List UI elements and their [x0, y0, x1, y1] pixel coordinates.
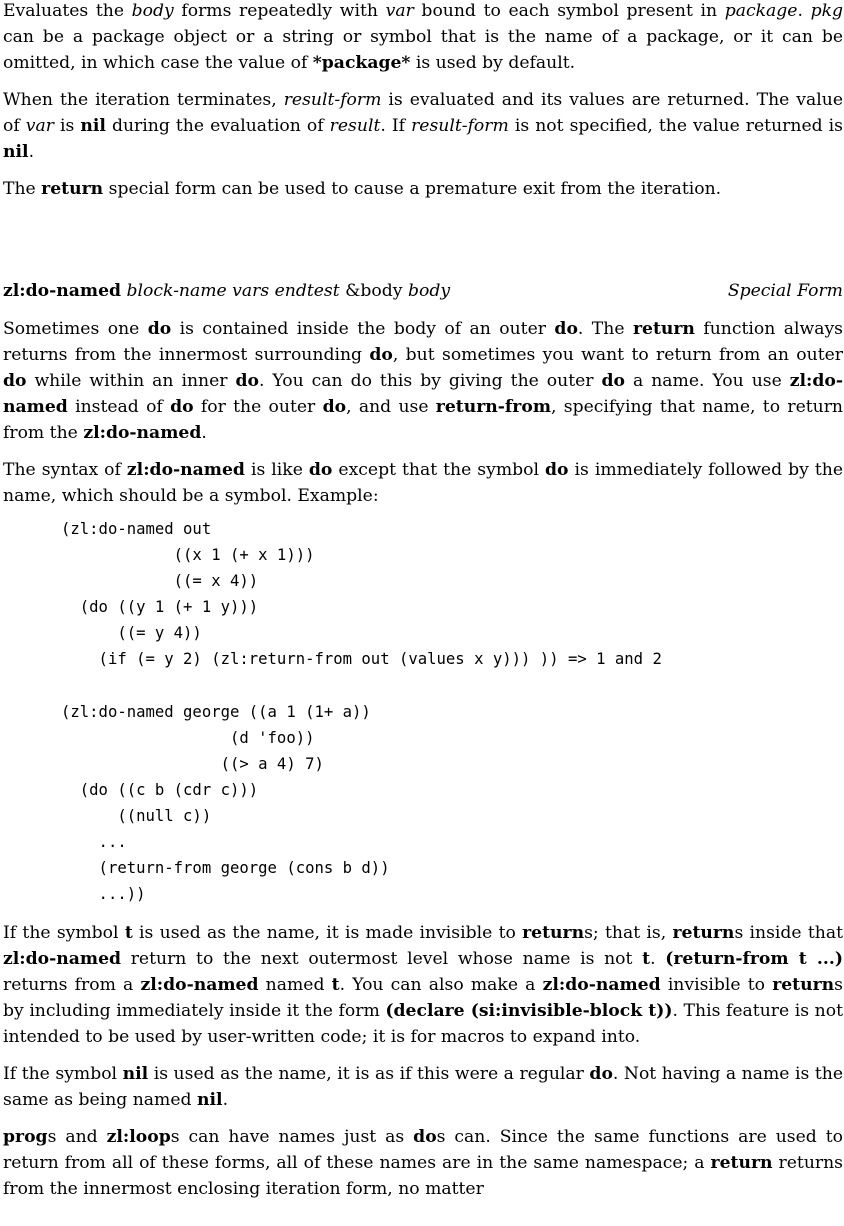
definition-kind: Special Form	[727, 281, 843, 301]
italic-term: package	[724, 1, 798, 21]
text-run: . If	[380, 116, 412, 136]
bold-term: do	[322, 397, 347, 417]
text-run: If the symbol	[3, 1064, 123, 1084]
text-run: is evaluated and its values are returned. The value of	[3, 90, 844, 136]
code-example: (zl:do-named out ((x 1 (+ x 1))) ((= x 4)) (do ((y 1 (+ 1 y))) ((= y 4)) (if (= y 2) (zl:return-from out (values x y))) )) => 1 and 2 (zl:do-named george ((a 1 (1+ a)) (d 'foo)) ((> a 4) 7) (do ((c b (cdr c))) ((null c)) ... (return-from george (cons b d)) ...))	[61, 520, 662, 904]
text-run: . You can do this by giving the outer	[258, 371, 602, 391]
bold-term: return	[772, 975, 835, 995]
text-run: can be a package object or a string or symbol that is the name of a package, or it can be omitted, in which case the value of	[3, 27, 843, 73]
bold-term: do	[413, 1127, 437, 1147]
bold-term: do	[369, 345, 393, 365]
text-run: is used by default.	[410, 53, 576, 73]
bold-term: do	[554, 319, 578, 339]
text-run: is used as the name, it is as if this were a regular	[148, 1064, 590, 1084]
bold-term: nil	[80, 116, 106, 136]
bold-term: t	[331, 975, 340, 995]
bold-term: zl:do-named	[542, 975, 661, 995]
text-run: The syntax of	[3, 460, 127, 480]
bold-term: do	[545, 460, 569, 480]
text-run: The	[3, 179, 42, 199]
paragraph	[3, 87, 843, 165]
bold-term: do	[308, 460, 333, 480]
bold-term: do	[589, 1064, 613, 1084]
bold-term: do	[3, 371, 27, 391]
text-run: . The	[577, 319, 633, 339]
bold-term: nil	[3, 142, 29, 162]
bold-term: do	[147, 319, 172, 339]
definition-header	[3, 278, 843, 304]
text-run: .	[222, 1090, 229, 1110]
bold-term: zl:do-named	[140, 975, 259, 995]
text-run: s can. Since the same functions are used to return from all of these forms, all of these names are in the same namespace; a	[3, 1127, 844, 1173]
text-run: special form can be used to cause a premature exit from the iteration.	[103, 179, 722, 199]
paragraph	[3, 0, 843, 76]
body-section-2	[3, 920, 843, 1202]
text-run: .	[797, 1, 811, 21]
italic-term: result-form	[283, 90, 382, 110]
paragraph	[3, 176, 843, 202]
text-run: returns from a	[3, 975, 141, 995]
text-run: named	[258, 975, 332, 995]
text-run: while within an inner	[26, 371, 236, 391]
text-run: returns from the innermost enclosing iteration form, no matter	[3, 1153, 843, 1199]
bold-term: do	[235, 371, 259, 391]
text-run: function always returns from the innermost surrounding	[3, 319, 843, 365]
bold-term: return	[522, 923, 585, 943]
text-run: s and	[47, 1127, 107, 1147]
bold-term: (declare (si:invisible-block t))	[385, 1001, 673, 1021]
bold-term: *package*	[312, 53, 411, 73]
body-keyword: &body	[345, 281, 403, 301]
text-run: during the evaluation of	[105, 116, 330, 136]
text-run: is	[53, 116, 81, 136]
text-run: , and use	[346, 397, 436, 417]
text-run: bound to each symbol present in	[413, 1, 725, 21]
bold-term: return	[672, 923, 735, 943]
italic-term: var	[25, 116, 54, 136]
text-run: s inside that	[734, 923, 843, 943]
bold-term: zl:do-named	[126, 460, 245, 480]
text-run: for the outer	[193, 397, 323, 417]
text-run: a name. You use	[624, 371, 790, 391]
text-run: .	[201, 423, 207, 443]
italic-term: pkg	[810, 1, 843, 21]
text-run: instead of	[67, 397, 171, 417]
text-run: is not specified, the value returned is	[508, 116, 843, 136]
bold-term: (return-from t ...)	[665, 949, 843, 969]
bold-term: return	[710, 1153, 773, 1173]
text-run: . Not having a name is the same as being named	[3, 1064, 843, 1110]
intro-section	[3, 0, 843, 202]
bold-term: t	[124, 923, 133, 943]
function-args-body: body	[407, 281, 451, 301]
bold-term: zl:do-named	[3, 949, 122, 969]
bold-term: return-from	[435, 397, 552, 417]
bold-term: zl:do-named	[3, 371, 843, 417]
text-run: When the iteration terminates,	[3, 90, 284, 110]
function-name: zl:do-named	[3, 281, 122, 301]
text-run: s; that is,	[584, 923, 673, 943]
text-run: , specifying that name, to return from the	[3, 397, 844, 443]
italic-term: var	[385, 1, 414, 21]
bold-term: zl:do-named	[83, 423, 202, 443]
text-run: is contained inside the body of an outer	[171, 319, 555, 339]
text-run: is used as the name, it is made invisible to	[132, 923, 523, 943]
text-run: forms repeatedly with	[173, 1, 386, 21]
text-run: . This feature is not intended to be used by user-written code; it is for macros to expand into.	[3, 1001, 843, 1047]
bold-term: do	[601, 371, 625, 391]
text-run: s can have names just as	[170, 1127, 414, 1147]
italic-term: result-form	[411, 116, 509, 136]
definition-signature	[3, 278, 450, 304]
text-run: If the symbol	[3, 923, 125, 943]
text-run: invisible to	[660, 975, 773, 995]
bold-term: return	[41, 179, 104, 199]
paragraph	[3, 316, 843, 446]
bold-term: return	[632, 319, 695, 339]
text-run: return to the next outermost level whose name is not	[121, 949, 643, 969]
function-args: block-name vars endtest	[126, 281, 340, 301]
paragraph	[3, 1061, 843, 1113]
italic-term: result	[329, 116, 381, 136]
bold-term: prog	[3, 1127, 48, 1147]
paragraph	[3, 1124, 843, 1202]
bold-term: zl:loop	[106, 1127, 171, 1147]
paragraph	[3, 457, 843, 509]
text-run: .	[650, 949, 666, 969]
bold-term: nil	[197, 1090, 223, 1110]
text-run: s by including immediately inside it the form	[3, 975, 843, 1021]
text-run: is immediately followed by the name, which should be a symbol. Example:	[3, 460, 843, 506]
text-run: .	[28, 142, 35, 162]
paragraph	[3, 920, 843, 1050]
text-run: Sometimes one	[3, 319, 148, 339]
text-run: Evaluates the	[3, 1, 132, 21]
text-run: except that the symbol	[332, 460, 546, 480]
text-run: is like	[244, 460, 309, 480]
body-section	[3, 316, 843, 509]
bold-term: nil	[122, 1064, 149, 1084]
bold-term: t	[642, 949, 651, 969]
text-run: . You can also make a	[339, 975, 543, 995]
bold-term: do	[170, 397, 194, 417]
text-run: , but sometimes you want to return from an outer	[392, 345, 843, 365]
italic-term: body	[131, 1, 174, 21]
